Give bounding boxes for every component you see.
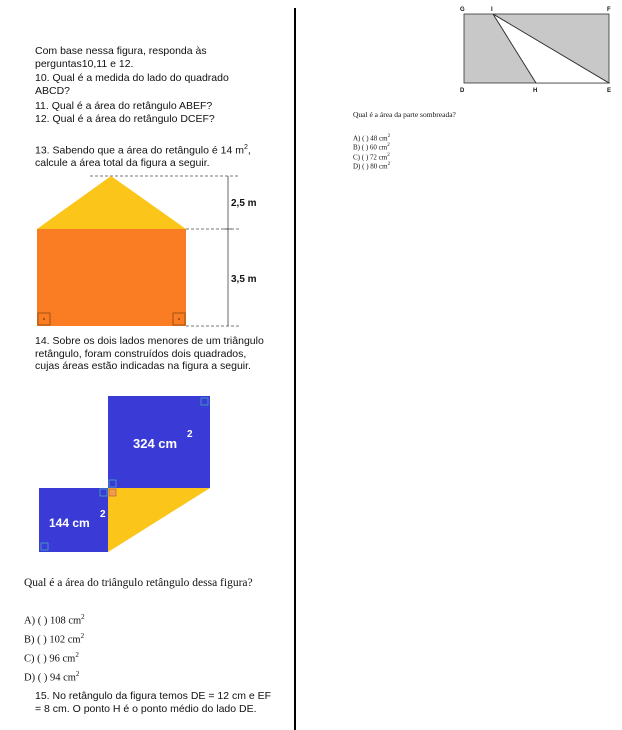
q14-option-b[interactable] bbox=[24, 629, 85, 648]
right-angle-dot-left bbox=[43, 318, 45, 320]
q14-option-a-label: A) ( ) 108 cm bbox=[24, 615, 82, 627]
q14-options bbox=[24, 610, 85, 686]
q14-option-d[interactable] bbox=[24, 667, 85, 686]
label-D: D bbox=[460, 88, 465, 94]
q14-option-c-sup: 2 bbox=[75, 651, 79, 659]
question-12: 12. Qual é a área do retângulo DCEF? bbox=[35, 113, 215, 125]
question-13-text2: calcule a área total da figura a seguir. bbox=[35, 157, 210, 169]
q15-option-d-sup: 2 bbox=[387, 161, 391, 167]
label-324-sup: 2 bbox=[187, 429, 193, 440]
q15-option-a-sup: 2 bbox=[387, 134, 391, 139]
question-13-comma: , bbox=[247, 144, 251, 157]
house-rectangle bbox=[37, 229, 186, 326]
q15-option-d-label: D) ( ) 80 cm bbox=[353, 162, 388, 171]
label-324-cm: 324 cm bbox=[133, 436, 178, 451]
label-G: G bbox=[460, 7, 465, 13]
question-15-prompt: Qual é a área da parte sombreada? bbox=[353, 110, 456, 119]
label-3-5m: 3,5 m bbox=[231, 274, 257, 285]
label-2-5m: 2,5 m bbox=[231, 198, 257, 209]
label-E: E bbox=[607, 88, 612, 94]
q14-option-c-label: C) ( ) 96 cm bbox=[24, 653, 76, 665]
figure-14-squares bbox=[35, 392, 220, 557]
label-I: I bbox=[491, 7, 493, 13]
q15-option-d[interactable] bbox=[353, 161, 390, 170]
q14-option-d-label: D) ( ) 94 cm bbox=[24, 672, 76, 684]
q15-option-b[interactable] bbox=[353, 142, 390, 151]
marker-right-angle bbox=[109, 489, 116, 496]
question-11: 11. Qual é a área do retângulo ABEF? bbox=[35, 100, 213, 112]
label-H: H bbox=[533, 88, 538, 94]
question-15: 15. No retângulo da figura temos DE = 12 cm e EF = 8 cm. O ponto H é o ponto médio do lado DE. bbox=[35, 690, 272, 715]
question-14-prompt: Qual é a área do triângulo retângulo dessa figura? bbox=[24, 577, 253, 589]
q14-option-c[interactable] bbox=[24, 648, 85, 667]
q14-option-b-sup: 2 bbox=[80, 632, 85, 640]
q15-option-a-label: A) ( ) 48 cm bbox=[353, 134, 388, 143]
q15-option-b-sup: 2 bbox=[387, 143, 390, 149]
roof-triangle bbox=[37, 176, 186, 229]
question-13-text: 13. Sabendo que a área do retângulo é 14 m bbox=[35, 144, 244, 157]
intro-text: Com base nessa figura, responda às perguntas10,11 e 12. bbox=[35, 45, 207, 70]
q15-option-c[interactable] bbox=[353, 152, 390, 161]
q14-option-a[interactable] bbox=[24, 610, 85, 629]
label-144-sup: 2 bbox=[100, 509, 106, 520]
label-F: F bbox=[607, 7, 611, 13]
question-13-sup: 2 bbox=[244, 144, 248, 151]
q14-option-d-sup: 2 bbox=[75, 670, 80, 678]
right-triangle bbox=[108, 488, 210, 552]
q15-option-c-label: C) ( ) 72 cm bbox=[353, 152, 388, 161]
q15-options bbox=[353, 133, 390, 170]
figure-15-rectangle bbox=[455, 2, 617, 94]
label-144-cm: 144 cm bbox=[49, 516, 90, 530]
q14-option-a-sup: 2 bbox=[81, 613, 85, 621]
q14-option-b-label: B) ( ) 102 cm bbox=[24, 634, 81, 646]
question-10: 10. Qual é a medida do lado do quadrado ABCD? bbox=[35, 72, 229, 97]
q15-option-b-label: B) ( ) 60 cm bbox=[353, 143, 388, 152]
right-angle-dot-right bbox=[178, 318, 180, 320]
column-divider bbox=[294, 8, 296, 730]
q15-option-c-sup: 2 bbox=[387, 152, 390, 158]
figure-13-house bbox=[30, 168, 270, 334]
question-13 bbox=[35, 142, 285, 170]
question-14: 14. Sobre os dois lados menores de um triângulo retângulo, foram construídos dois quadrados, cujas áreas estão indicadas na figura a seguir. bbox=[35, 335, 264, 372]
q15-option-a[interactable] bbox=[353, 133, 390, 142]
